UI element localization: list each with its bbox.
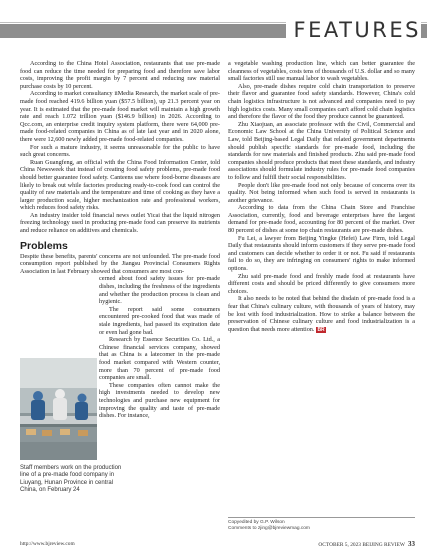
body-paragraph: Ruan Guangfeng, an official with the China Food Information Center, told China Newsweek that instead of creating food safety problems, pre-made food should better guarantee food safety. Canteens use where food-borne diseases are likely to break out while factories producing ready-to-cook food can control the quality of raw materials and the temperature and time of cooking as they have a larger production scale, higher mechanization rate and professional workers, which reduces food safety risks. (20, 158, 220, 212)
body-paragraph: People don't like pre-made food not only because of concerns over its quality. Not being informed when such food is served in restaurants is another grievance. (228, 181, 415, 204)
body-paragraph: Despite these benefits, parents' concerns are not unfounded. The pre-made food consumption report published by the Jiangsu Provincial Consumers Rights Association in last February showed that consumers are most con- (20, 252, 220, 275)
copyeditor-line: Copyedited by G.P. Wilson (228, 520, 285, 525)
footer-url[interactable]: http://www.bjreview.com (20, 541, 75, 547)
body-paragraph (228, 295, 415, 333)
body-paragraph: According to the China Hotel Association, restaurants that use pre-made food can reduce the time needed for preparing food and therefore save labor costs, improving the profit margin by 7 percent and reducing raw material purchase costs by 10 percent. (20, 60, 220, 90)
page-number: 33 (408, 540, 415, 548)
section-header (0, 0, 427, 42)
body-paragraph: Fu Lei, a lawyer from Beijing Yingke (Hefei) Law Firm, told Legal Daily that restaurants should inform customers if they serve pre-made food and customers can decide whether to order it or not. Fu said if restaurants fail to do so, they are infringing on consumers' rights to make informed options. (228, 234, 415, 273)
body-paragraph: An industry insider told financial news outlet Yicai that the liquid nitrogen freezing technology used in producing pre-made food can preserve its nutrients and reduce reliance on additives and chemicals. (20, 211, 220, 235)
section-title: FEATURES (286, 18, 421, 42)
photo-caption: Staff members work on the production line of a pre-made food company in Liuyang, Hunan Province in central China, on February 24 (20, 465, 122, 494)
factory-workers-photo (20, 358, 97, 460)
final-paragraph-text: It also needs to be noted that behind the disdain of pre-made food is a fear that China's culinary culture, with thousands of years of history, may be lost with food industrialization. How to strike a balance between the preservation of Chinese culinary culture and food industrialization is a question that needs more attention. (228, 295, 415, 333)
body-paragraph: The report said some consumers encountered pre-cooked food that was made of stale ingredients, had passed its expiration date or even had gone bad. (99, 305, 220, 336)
body-paragraph: Also, pre-made dishes require cold chain transportation to preserve their flavor and guarantee food safety standards. However, China's cold chain logistics infrastructure is not advanced and companies need to pay high logistics costs. Many small companies can't afford cold chain logistics and therefore the flavor of the food they produce cannot be guaranteed. (228, 82, 415, 121)
copyedit-credit (228, 517, 415, 531)
narrow-text-block (99, 275, 220, 419)
problems-heading: Problems (20, 239, 68, 252)
right-column (228, 60, 415, 333)
body-paragraph: Zhu Xiaojuan, an associate professor with the Civil, Commercial and Economic Law School at the China University of Political Science and Law, told Beijing-based Legal Daily that related government departments should publish specific standards for pre-made food, including the standards for raw materials and finished products. Zhu said pre-made food companies should produce products that meet these standards, and industry associations should formulate industry rules for pre-made food companies to follow and fulfill their social responsibilities. (228, 120, 415, 181)
end-mark-badge: BR (317, 326, 325, 333)
body-paragraph: Research by Essence Securities Co. Ltd., a Chinese financial services company, showed that as China is a latecomer in the pre-made food market compared with Western counter, more than 70 percent of pre-made food companies are small. (99, 336, 220, 382)
footer-publication (318, 540, 415, 548)
body-paragraph: a vegetable washing production line, which can better guarantee the cleanness of vegetables, costs tens of thousands of U.S. dollar and so many small factories still use manual labor to wash vegetables. (228, 60, 415, 83)
comments-line: Comments to zjing@bjreviewmag.com (228, 525, 310, 531)
body-paragraph: Zhu said pre-made food and freshly made food at restaurants have different costs and should be priced differently to give consumers more choices. (228, 272, 415, 295)
body-paragraph: According to data from the China Chain Store and Franchise Association, currently, food and beverage enterprises have the largest demand for pre-made food, accounting for 80 percent of the market. Over 80 percent of dishes at some top chain restaurants are pre-made dishes. (228, 204, 415, 235)
body-paragraph: cerned about food safety issues for pre-made dishes, including the freshness of the ingredients and whether the production process is clean and hygienic. (99, 275, 220, 306)
footer-date: OCTOBER 5, 2023 BEIJING REVIEW (318, 542, 405, 548)
body-paragraph: For such a mature industry, it seems unreasonable for the public to have such great concerns. (20, 143, 220, 159)
photo-illustration (20, 358, 97, 460)
body-paragraph: According to market consultancy iiMedia Research, the market scale of pre-made food reached 419.6 billion yuan ($57.5 billion), up 21.3 percent year on year. It is estimated that the pre-made food market will maintain a high growth rate and reach 1.072 trillion yuan ($146.9 billion) in 2026. According to Qcc.com, an enterprise credit inquiry system platform, there were 64,000 pre-made food-related companies in China as of late last year and in 2020 alone, there were 12,600 newly added pre-made food-related companies. (20, 90, 220, 143)
body-paragraph: These companies often cannot make the high investments needed to develop new technologies and purchase new equipment for improving the quality and taste of pre-made dishes. For instance, (99, 381, 220, 420)
